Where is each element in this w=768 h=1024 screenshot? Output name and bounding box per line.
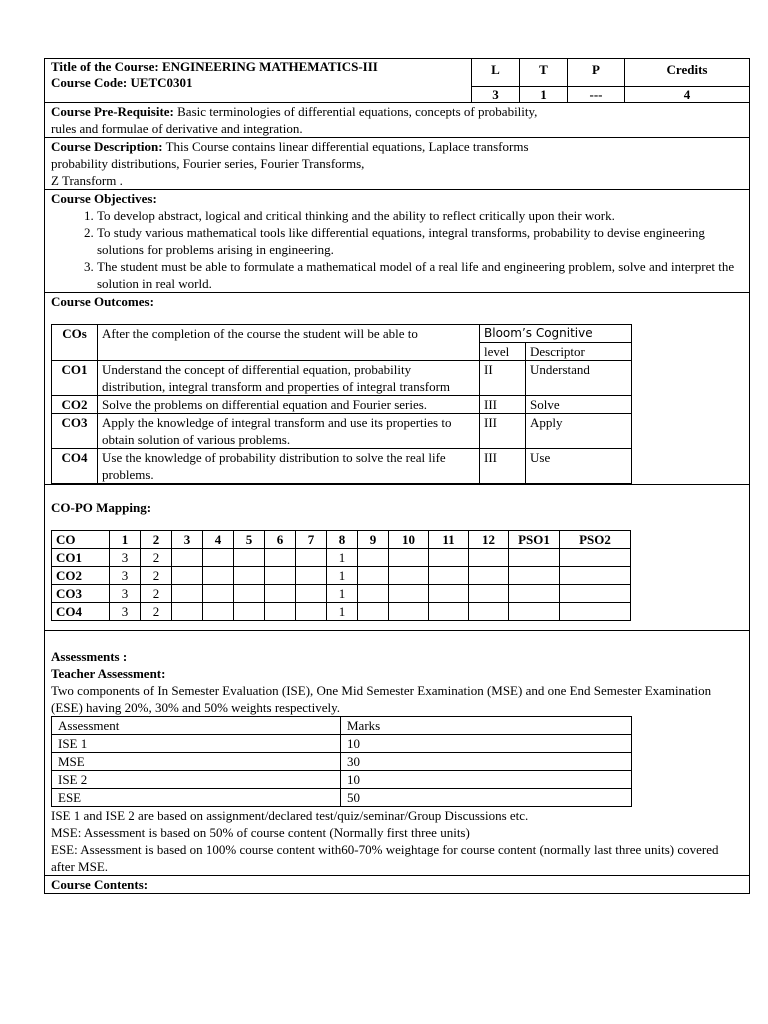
copo-cell-value (203, 585, 234, 603)
copo-cell-value (296, 603, 327, 621)
description-label: Course Description: (51, 139, 163, 154)
col-assessment: Assessment (52, 717, 341, 735)
copo-header-cell: 5 (234, 531, 265, 549)
contents-cell (45, 876, 750, 894)
copo-cell-value (560, 603, 631, 621)
copo-header-cell: 8 (327, 531, 358, 549)
copo-header-cell: CO (52, 531, 110, 549)
copo-cell-value (358, 585, 389, 603)
assessment-name: MSE (52, 753, 341, 771)
co-text: Understand the concept of differential equation, probability distribution, integral transform and properties of integral transform (98, 361, 480, 396)
copo-cell-value (469, 603, 509, 621)
copo-header-cell: 4 (203, 531, 234, 549)
co-text: Solve the problems on differential equation and Fourier series. (98, 396, 480, 414)
teacher-assessment-label: Teacher Assessment: (51, 666, 166, 681)
contents-label: Course Contents: (51, 877, 149, 892)
co-id: CO1 (52, 361, 98, 396)
copo-cell-value (560, 585, 631, 603)
copo-cell-value: 2 (141, 567, 172, 585)
col-co: COs (52, 325, 98, 361)
col-marks: Marks (341, 717, 632, 735)
copo-cell-value (509, 603, 560, 621)
copo-cell-value (203, 567, 234, 585)
co-level: III (480, 396, 526, 414)
col-description: After the completion of the course the student will be able to (98, 325, 480, 361)
co-descriptor: Use (526, 449, 632, 484)
copo-cell-value (203, 549, 234, 567)
assessments-row (45, 631, 750, 876)
copo-header-cell: 6 (265, 531, 296, 549)
copo-cell-value (358, 603, 389, 621)
copo-cell-value: 3 (110, 549, 141, 567)
assessment-marks: 30 (341, 753, 632, 771)
table-row (52, 753, 632, 771)
assessment-marks: 10 (341, 771, 632, 789)
copo-cell-value (265, 549, 296, 567)
copo-table (51, 530, 631, 621)
copo-label: CO-PO Mapping: (51, 500, 152, 515)
copo-cell (45, 485, 750, 631)
copo-cell-value (429, 603, 469, 621)
description-line-3: Z Transform . (51, 173, 123, 188)
table-row (52, 735, 632, 753)
copo-cell-value (509, 549, 560, 567)
copo-cell-value (234, 603, 265, 621)
assessment-table (51, 716, 632, 807)
table-row (52, 567, 631, 585)
objectives-list (51, 207, 743, 292)
table-row (52, 585, 631, 603)
objective-item: 3. The student must be able to formulate a mathematical model of a real life and engineering problem, solve and interpret the solution in real world. (97, 258, 743, 292)
copo-header-cell: 7 (296, 531, 327, 549)
copo-header-cell: 11 (429, 531, 469, 549)
co-descriptor: Understand (526, 361, 632, 396)
assessment-note-2: MSE: Assessment is based on 50% of course content (Normally first three units) (51, 825, 470, 840)
copo-header-cell: 12 (469, 531, 509, 549)
prereq-cell (45, 103, 750, 138)
description-line-2: probability distributions, Fourier series, Fourier Transforms, (51, 156, 365, 171)
copo-cell-value: 1 (327, 567, 358, 585)
copo-cell-value (203, 603, 234, 621)
copo-cell-value: 2 (141, 585, 172, 603)
header-l: L (472, 59, 520, 87)
copo-cell-value (469, 567, 509, 585)
table-row (52, 396, 632, 414)
course-header-row (45, 59, 750, 87)
outcomes-row (45, 293, 750, 485)
outcomes-label: Course Outcomes: (51, 294, 154, 309)
value-l: 3 (472, 87, 520, 103)
table-row (52, 603, 631, 621)
table-row (52, 771, 632, 789)
co-id: CO2 (52, 396, 98, 414)
col-blooms: Bloom’s Cognitive (480, 325, 632, 343)
assessment-name: ESE (52, 789, 341, 807)
copo-cell-value (469, 585, 509, 603)
copo-cell-value (265, 585, 296, 603)
col-descriptor: Descriptor (526, 343, 632, 361)
copo-cell-value (389, 549, 429, 567)
copo-cell-value (234, 567, 265, 585)
copo-header-cell: 3 (172, 531, 203, 549)
course-title-cell (45, 59, 472, 103)
copo-cell-value: 1 (327, 549, 358, 567)
copo-cell-value (389, 585, 429, 603)
copo-header-cell: 10 (389, 531, 429, 549)
copo-header-cell: 9 (358, 531, 389, 549)
copo-cell-value (234, 585, 265, 603)
course-title: Title of the Course: ENGINEERING MATHEMATICS-III (51, 59, 378, 74)
copo-header-cell: 2 (141, 531, 172, 549)
co-level: II (480, 361, 526, 396)
table-row (52, 449, 632, 484)
copo-co-label: CO3 (52, 585, 110, 603)
copo-cell-value: 1 (327, 603, 358, 621)
description-cell (45, 138, 750, 190)
copo-cell-value (358, 549, 389, 567)
assessment-name: ISE 1 (52, 735, 341, 753)
copo-header-cell: 1 (110, 531, 141, 549)
copo-cell-value (560, 567, 631, 585)
copo-co-label: CO1 (52, 549, 110, 567)
value-p: --- (568, 87, 625, 103)
table-row (52, 717, 632, 735)
copo-header-cell: PSO1 (509, 531, 560, 549)
table-row (52, 789, 632, 807)
copo-cell-value (265, 567, 296, 585)
copo-cell-value (296, 567, 327, 585)
co-level: III (480, 449, 526, 484)
copo-cell-value (172, 567, 203, 585)
copo-cell-value (429, 585, 469, 603)
prereq-text: Basic terminologies of differential equations, concepts of probability, rules and formulae of derivative and integration. (51, 104, 538, 136)
copo-cell-value (509, 567, 560, 585)
outcomes-table (51, 324, 632, 484)
copo-cell-value: 3 (110, 585, 141, 603)
co-id: CO3 (52, 414, 98, 449)
assessment-name: ISE 2 (52, 771, 341, 789)
copo-row (45, 485, 750, 631)
copo-cell-value: 3 (110, 567, 141, 585)
co-descriptor: Solve (526, 396, 632, 414)
objective-item: 1. To develop abstract, logical and critical thinking and the ability to reflect critically upon their work. (97, 207, 743, 224)
copo-cell-value (296, 549, 327, 567)
prereq-row (45, 103, 750, 138)
objectives-row (45, 190, 750, 293)
co-id: CO4 (52, 449, 98, 484)
copo-cell-value: 3 (110, 603, 141, 621)
objectives-cell (45, 190, 750, 293)
copo-cell-value: 1 (327, 585, 358, 603)
contents-row (45, 876, 750, 894)
copo-cell-value (429, 567, 469, 585)
co-text: Use the knowledge of probability distribution to solve the real life problems. (98, 449, 480, 484)
header-p: P (568, 59, 625, 87)
copo-cell-value (389, 567, 429, 585)
assessment-marks: 10 (341, 735, 632, 753)
value-credits: 4 (625, 87, 750, 103)
copo-cell-value: 2 (141, 603, 172, 621)
course-code: Course Code: UETC0301 (51, 75, 193, 90)
objectives-label: Course Objectives: (51, 191, 157, 206)
outcomes-cell (45, 293, 750, 485)
copo-cell-value: 2 (141, 549, 172, 567)
outcomes-header-row (52, 325, 632, 343)
copo-cell-value (296, 585, 327, 603)
copo-cell-value (172, 549, 203, 567)
copo-cell-value (234, 549, 265, 567)
copo-cell-value (429, 549, 469, 567)
value-t: 1 (520, 87, 568, 103)
table-row (52, 361, 632, 396)
syllabus-page (44, 58, 749, 894)
col-level: level (480, 343, 526, 361)
header-t: T (520, 59, 568, 87)
description-line-1: This Course contains linear differential equations, Laplace transforms (165, 139, 529, 154)
assessments-label: Assessments : (51, 649, 128, 664)
table-row (52, 414, 632, 449)
copo-header-row (52, 531, 631, 549)
table-row (52, 549, 631, 567)
copo-cell-value (560, 549, 631, 567)
copo-cell-value (389, 603, 429, 621)
objective-item: 2. To study various mathematical tools like differential equations, integral transforms, probability to devise engineering solutions for problems arising in engineering. (97, 224, 743, 258)
copo-cell-value (265, 603, 296, 621)
syllabus-table (44, 58, 750, 894)
co-level: III (480, 414, 526, 449)
assessment-marks: 50 (341, 789, 632, 807)
copo-cell-value (358, 567, 389, 585)
copo-cell-value (172, 603, 203, 621)
assessments-cell (45, 631, 750, 876)
copo-header-cell: PSO2 (560, 531, 631, 549)
co-text: Apply the knowledge of integral transform and use its properties to obtain solution of various problems. (98, 414, 480, 449)
co-descriptor: Apply (526, 414, 632, 449)
description-row (45, 138, 750, 190)
assessment-note-3: ESE: Assessment is based on 100% course content with60-70% weightage for course content (normally last three units) covered after MSE. (51, 842, 719, 874)
header-credits: Credits (625, 59, 750, 87)
prereq-label: Course Pre-Requisite: (51, 104, 174, 119)
assessment-note-1: ISE 1 and ISE 2 are based on assignment/declared test/quiz/seminar/Group Discussions etc. (51, 808, 529, 823)
copo-co-label: CO2 (52, 567, 110, 585)
copo-cell-value (172, 585, 203, 603)
copo-co-label: CO4 (52, 603, 110, 621)
copo-cell-value (469, 549, 509, 567)
copo-cell-value (509, 585, 560, 603)
assessment-intro: Two components of In Semester Evaluation (ISE), One Mid Semester Examination (MSE) and one End Semester Examination (ESE) having 20%, 30% and 50% weights respectively. (51, 683, 712, 715)
